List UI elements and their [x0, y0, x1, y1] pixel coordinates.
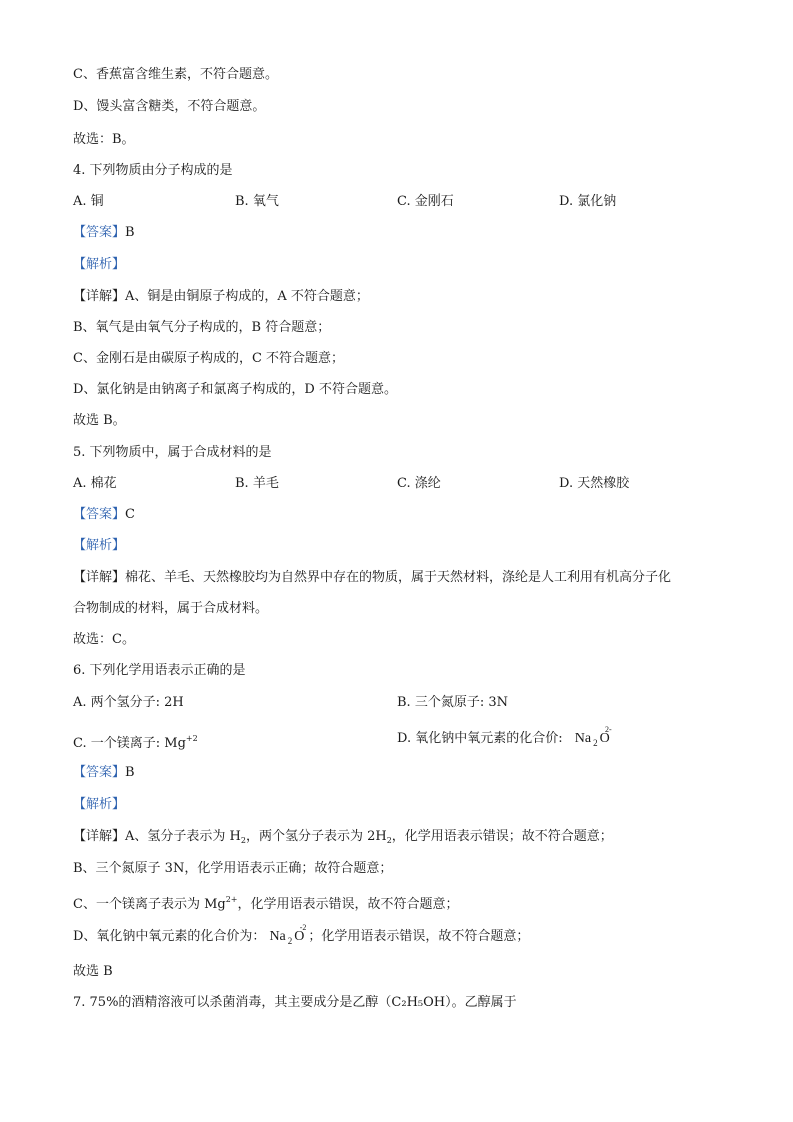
- detail-part: 【详解】A、氢分子表示为 H: [73, 829, 241, 844]
- detail-line: B、氧气是由氧气分子构成的，B 符合题意；: [73, 320, 331, 335]
- sodium-oxide-formula: [269, 923, 307, 950]
- conclusion-line: 故选 B。: [73, 413, 126, 428]
- option-d-text: D. 氧化钠中氧元素的化合价:: [397, 731, 567, 746]
- formula-o: O: [294, 929, 305, 944]
- analysis-label: 【解析】: [73, 797, 126, 812]
- detail-part: ，两个氢分子表示为 2H: [245, 829, 387, 844]
- detail-line: [73, 891, 459, 914]
- question-7: 7. 75%的酒精溶液可以杀菌消毒，其主要成分是乙醇（C₂H₅OH）。乙醇属于: [73, 995, 517, 1010]
- option-c: C. 涤纶: [397, 476, 441, 491]
- answer-line: [73, 764, 135, 782]
- analysis-label: 【解析】: [73, 538, 126, 553]
- text-line: C、香蕉富含维生素，不符合题意。: [73, 67, 278, 82]
- answer-label: 【答案】: [73, 225, 126, 240]
- detail-part: D、氧化钠中氧元素的化合价为：: [73, 929, 266, 944]
- text-line: 故选：B。: [73, 132, 135, 147]
- option-b: B. 氧气: [235, 194, 279, 209]
- detail-part: ，化学用语表示错误，故不符合题意；: [237, 897, 459, 912]
- formula-na: Na: [269, 929, 286, 944]
- answer-value: B: [125, 765, 135, 780]
- detail-charge: 2+: [225, 895, 238, 904]
- text-line: D、馒头富含糖类，不符合题意。: [73, 99, 266, 114]
- conclusion-line: 故选：C。: [73, 632, 135, 647]
- answer-value: C: [125, 507, 135, 522]
- answer-label: 【答案】: [73, 765, 126, 780]
- option-c: C. 金刚石: [397, 194, 454, 209]
- answer-value: B: [125, 225, 135, 240]
- detail-line: 【详解】棉花、羊毛、天然橡胶均为自然界中存在的物质，属于天然材料，涤纶是人工利用有机高分子化: [73, 570, 672, 585]
- formula-valence: 2-: [605, 725, 612, 734]
- question-4: 4. 下列物质由分子构成的是: [73, 163, 233, 178]
- formula-sub: 2: [287, 936, 293, 946]
- formula-valence: -2: [299, 923, 307, 932]
- detail-line: B、三个氮原子 3N，化学用语表示正确；故符合题意；: [73, 861, 393, 876]
- answer-label: 【答案】: [73, 507, 126, 522]
- formula-sub: 2: [593, 738, 598, 748]
- analysis-label: 【解析】: [73, 257, 126, 272]
- option-d: [397, 725, 612, 752]
- formula-na: Na: [574, 731, 592, 746]
- option-c: [73, 730, 198, 753]
- option-d: D. 氯化钠: [559, 194, 617, 209]
- detail-line: C、金刚石是由碳原子构成的，C 不符合题意；: [73, 351, 345, 366]
- option-d: D. 天然橡胶: [559, 476, 630, 491]
- option-a: A. 棉花: [73, 476, 117, 491]
- detail-line: [73, 923, 530, 950]
- detail-part: ，化学用语表示错误；故不符合题意；: [391, 829, 613, 844]
- detail-line: D、氯化钠是由钠离子和氯离子构成的，D 不符合题意。: [73, 382, 397, 397]
- option-c-text: C. 一个镁离子: Mg: [73, 736, 186, 751]
- detail-part: C、一个镁离子表示为 Mg: [73, 897, 226, 912]
- detail-line: 【详解】A、铜是由铜原子构成的，A 不符合题意；: [73, 289, 369, 304]
- detail-line: 合物制成的材料，属于合成材料。: [73, 601, 269, 616]
- conclusion-line: 故选 B: [73, 964, 113, 979]
- option-a: A. 两个氢分子: 2H: [73, 695, 184, 710]
- question-6: 6. 下列化学用语表示正确的是: [73, 663, 246, 678]
- option-c-charge: +2: [185, 734, 198, 743]
- detail-line: 【详解】A、氢分子表示为 $H_2$，两个氢分子表示为 $2H_2$，化学用语表示错误；故不符合题意；: [73, 829, 613, 845]
- option-a: A. 铜: [73, 194, 104, 209]
- question-5: 5. 下列物质中，属于合成材料的是: [73, 445, 272, 460]
- answer-line: [73, 506, 135, 524]
- option-b: B. 羊毛: [235, 476, 279, 491]
- option-b: B. 三个氮原子: 3N: [397, 695, 508, 710]
- sodium-oxide-formula: [574, 725, 612, 752]
- answer-line: [73, 224, 135, 242]
- formula-o: O: [599, 731, 610, 746]
- detail-part: ；化学用语表示错误，故不符合题意；: [308, 929, 530, 944]
